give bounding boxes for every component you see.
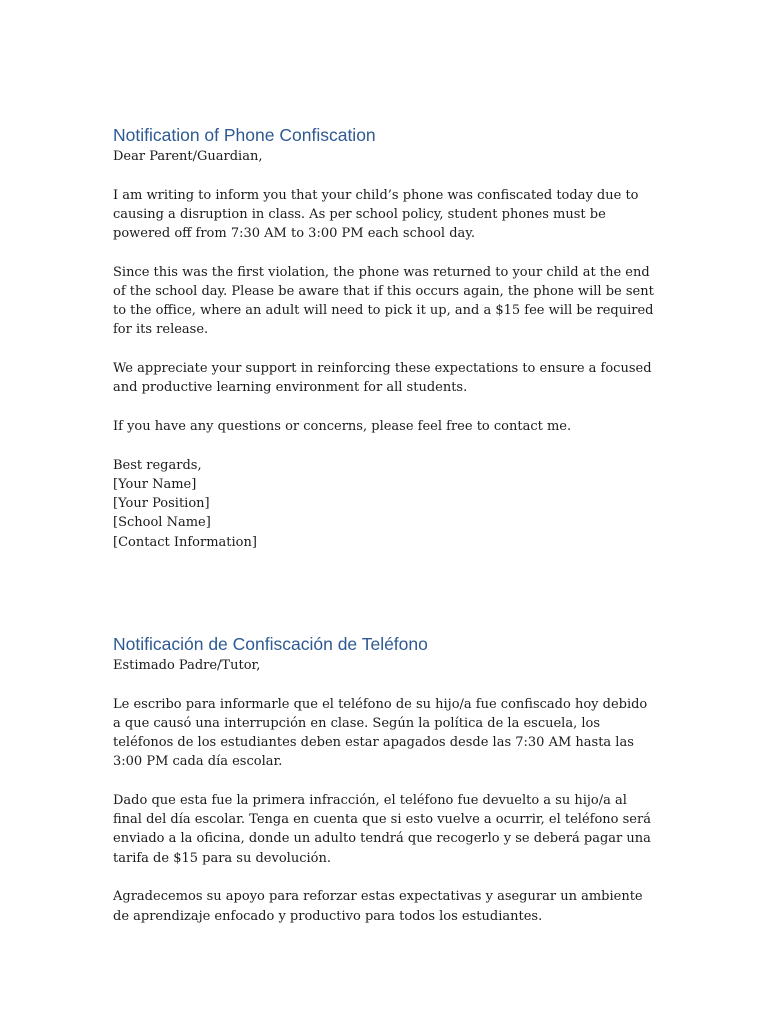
- spanish-paragraph-1: Le escribo para informarle que el teléfono de su hijo/a fue confiscado hoy debido a que causó una interrupción en clase. Según la política de la escuela, los teléfonos de los estudiantes deben estar apagados desde las 7:30 AM hasta las 3:00 PM cada día escolar.: [113, 696, 648, 770]
- english-paragraph-1: I am writing to inform you that your child’s phone was confiscated today due to causing a disruption in class. As per school policy, student phones must be powered off from 7:30 AM to 3:00 PM each school day.: [113, 187, 639, 242]
- spanish-greeting: Estimado Padre/Tutor,: [113, 658, 261, 673]
- english-paragraph-3: We appreciate your support in reinforcing these expectations to ensure a focused and productive learning environment for all students.: [113, 361, 652, 396]
- signature-contact: [Contact Information]: [113, 534, 257, 550]
- spanish-paragraph-2: Dado que esta fue la primera infracción, el teléfono fue devuelto a su hijo/a al final del día escolar. Tenga en cuenta que si esto vuelve a ocurrir, el teléfono será enviado a la oficina, donde un adulto tendrá que recogerlo y se deberá pagar una tarifa de $15 para su devolución.: [113, 793, 651, 866]
- english-signature: [113, 456, 658, 552]
- english-paragraph-2: Since this was the first violation, the phone was returned to your child at the end of the school day. Please be aware that if this occurs again, the phone will be sent to the office, where an adult will need to pick it up, and a $15 fee will be required for its release.: [113, 264, 654, 338]
- english-letter: [113, 124, 658, 571]
- spanish-paragraph-3: Agradecemos su apoyo para reforzar estas expectativas y asegurar un ambiente de aprendizaje enfocado y productivo para todos los estudiantes.: [113, 889, 643, 924]
- signature-position: [Your Position]: [113, 496, 210, 512]
- spanish-letter: [113, 633, 658, 945]
- english-greeting: Dear Parent/Guardian,: [113, 149, 263, 164]
- spanish-title: Notificación de Confiscación de Teléfono: [113, 634, 428, 654]
- signature-school: [School Name]: [113, 515, 211, 531]
- english-title: Notification of Phone Confiscation: [113, 125, 376, 145]
- english-paragraph-4: If you have any questions or concerns, please feel free to contact me.: [113, 419, 572, 435]
- signature-name: [Your Name]: [113, 476, 197, 492]
- signature-closing: Best regards,: [113, 457, 202, 473]
